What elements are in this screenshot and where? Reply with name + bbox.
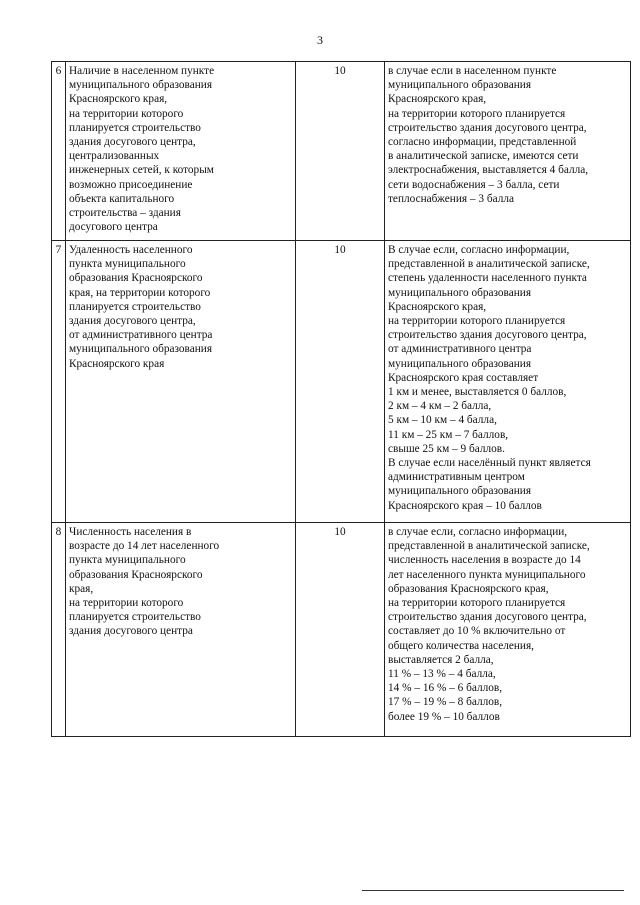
text-line: досугового центра: [69, 221, 158, 234]
text-line: электроснабжения, выставляется 4 балла,: [388, 164, 589, 177]
text-line: административным центром: [388, 471, 525, 484]
text-line: 14 % – 16 % – 6 баллов,: [388, 682, 503, 695]
criterion-scoring-rules: [385, 241, 631, 523]
text-line: Численность населения в: [69, 526, 192, 538]
text-line: строительство здания досугового центра,: [388, 611, 587, 624]
criteria-table-body: [52, 62, 631, 737]
text-line: на территории которого: [69, 107, 184, 120]
text-line: В случае если, согласно информации,: [388, 244, 570, 256]
text-line: Красноярского края составляет: [388, 371, 539, 384]
text-line: строительство здания досугового центра,: [388, 329, 587, 342]
text-line: 1 км и менее, выставляется 0 баллов,: [388, 386, 567, 399]
text-line: объекта капитального: [69, 192, 175, 205]
text-line: образования Красноярского края,: [388, 582, 549, 595]
text-line: возрасте до 14 лет населенного: [69, 540, 220, 553]
text-line: степень удаленности населенного пункта: [388, 272, 587, 285]
text-line: Красноярского края – 10 баллов: [388, 499, 542, 512]
text-line: представленной в аналитической записке,: [388, 540, 590, 553]
text-line: муниципального образования: [388, 79, 532, 92]
text-line: возможно присоединение: [69, 178, 193, 191]
text-line: образования Красноярского: [69, 568, 203, 581]
text-line: края,: [69, 582, 94, 595]
text-line: 17 % – 19 % – 8 баллов,: [388, 696, 503, 709]
text-line: представленной в аналитической записке,: [388, 258, 590, 271]
text-line: муниципального образования: [388, 286, 532, 299]
text-line: составляет до 10 % включительно от: [388, 625, 566, 638]
text-line: на территории которого планируется: [388, 597, 566, 610]
criterion-max-score: 10: [296, 241, 385, 523]
criterion-row-6: [52, 62, 631, 241]
text-line: 11 км – 25 км – 7 баллов,: [388, 428, 509, 441]
text-line: лет населенного пункта муниципального: [388, 568, 586, 581]
text-line: строительства – здания: [69, 207, 181, 220]
text-line: муниципального образования: [69, 79, 213, 92]
criterion-number: 8: [52, 523, 66, 737]
criterion-name: [66, 241, 296, 523]
criterion-name: [66, 523, 296, 737]
text-line: теплоснабжения – 3 балла: [388, 192, 514, 205]
criterion-scoring-rules: [385, 523, 631, 737]
text-line: Красноярского края: [69, 357, 165, 370]
text-line: согласно информации, представленной: [388, 136, 577, 149]
text-line: образования Красноярского: [69, 272, 203, 285]
text-line: на территории которого: [69, 597, 184, 610]
text-line: численность населения в возрасте до 14: [388, 554, 581, 567]
text-line: на территории которого планируется: [388, 107, 566, 120]
text-line: сети водоснабжения – 3 балла, сети: [388, 178, 560, 191]
text-line: здания досугового центра,: [69, 136, 196, 149]
text-line: более 19 % – 10 баллов: [388, 710, 500, 723]
text-line: выставляется 2 балла,: [388, 653, 494, 666]
text-line: Наличие в населенном пункте: [69, 65, 215, 77]
criterion-max-score: 10: [296, 62, 385, 241]
criterion-name: [66, 62, 296, 241]
text-line: здания досугового центра: [69, 625, 193, 638]
text-line: общего количества населения,: [388, 639, 534, 652]
text-line: в случае если, согласно информации,: [388, 526, 568, 538]
text-line: Красноярского края,: [388, 93, 487, 106]
text-line: планируется строительство: [69, 300, 201, 313]
text-line: Удаленность населенного: [69, 244, 193, 256]
page-number: 3: [317, 33, 323, 47]
text-line: 11 % – 13 % – 4 балла,: [388, 668, 496, 681]
criterion-max-score: 10: [296, 523, 385, 737]
text-line: Красноярского края,: [69, 93, 168, 106]
criterion-number: 7: [52, 241, 66, 523]
text-line: здания досугового центра,: [69, 315, 196, 328]
text-line: планируется строительство: [69, 121, 201, 134]
text-line: В случае если населённый пункт является: [388, 457, 591, 470]
criterion-scoring-rules: [385, 62, 631, 241]
text-line: свыше 25 км – 9 баллов.: [388, 442, 505, 455]
text-line: пункта муниципального: [69, 258, 186, 271]
text-line: планируется строительство: [69, 611, 201, 624]
text-line: муниципального образования: [69, 343, 213, 356]
text-line: инженерных сетей, к которым: [69, 164, 214, 177]
footer-rule: [362, 890, 624, 891]
text-line: в случае если в населенном пункте: [388, 65, 557, 77]
text-line: пункта муниципального: [69, 554, 186, 567]
text-line: края, на территории которого: [69, 286, 211, 299]
text-line: муниципального образования: [388, 357, 532, 370]
criterion-row-8: [52, 523, 631, 737]
text-line: на территории которого планируется: [388, 315, 566, 328]
criterion-row-7: [52, 241, 631, 523]
text-line: от административного центра: [388, 343, 532, 356]
text-line: муниципального образования: [388, 485, 532, 498]
criteria-table: [51, 61, 631, 737]
text-line: от административного центра: [69, 329, 213, 342]
criterion-number: 6: [52, 62, 66, 241]
text-line: 5 км – 10 км – 4 балла,: [388, 414, 497, 427]
text-line: 2 км – 4 км – 2 балла,: [388, 400, 492, 413]
text-line: централизованных: [69, 150, 160, 163]
text-line: в аналитической записке, имеются сети: [388, 150, 579, 163]
text-line: строительство здания досугового центра,: [388, 121, 587, 134]
text-line: Красноярского края,: [388, 300, 487, 313]
